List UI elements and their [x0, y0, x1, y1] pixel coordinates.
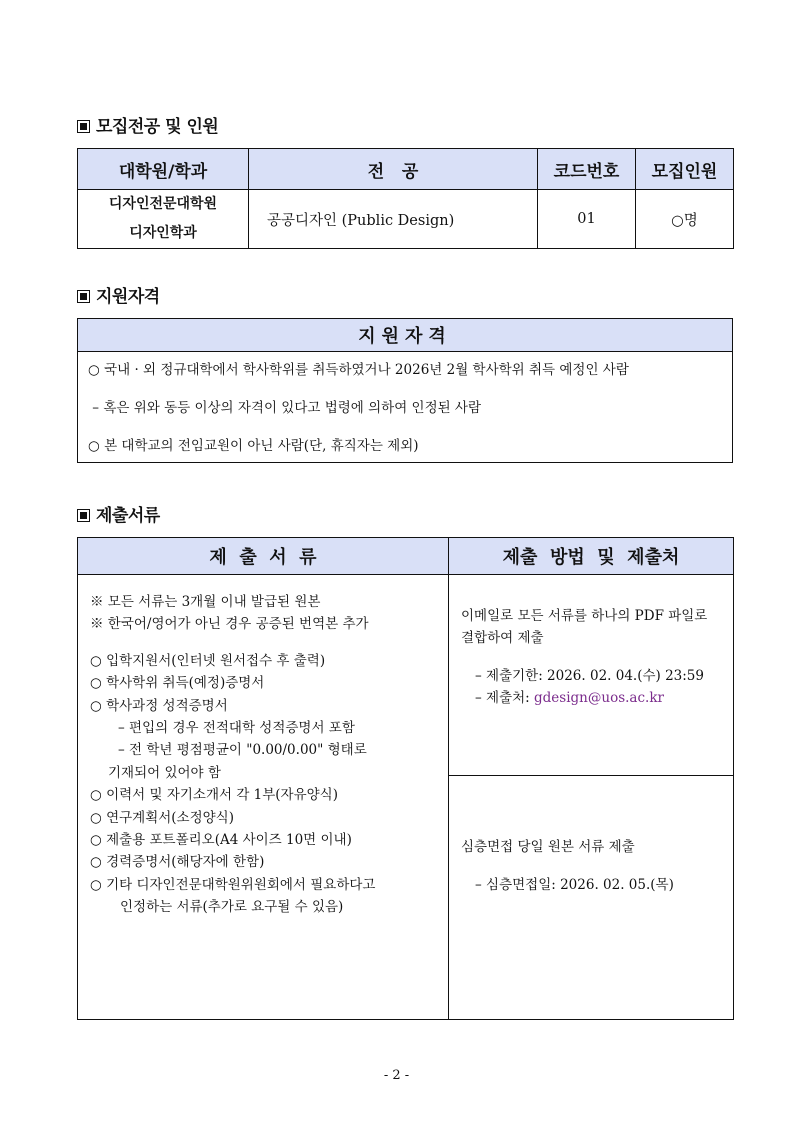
list-item: ○ 제출용 포트폴리오(A4 사이즈 10면 이내): [90, 832, 352, 849]
col-header-quota: 모집인원: [636, 149, 734, 190]
filled-square-icon: [77, 120, 90, 133]
list-subitem: – 편입의 경우 전적대학 성적증명서 포함: [118, 720, 355, 737]
documents-list: [78, 575, 449, 1020]
qualification-table: [77, 318, 733, 463]
section-heading-recruitment: 모집전공 및 인원: [77, 112, 218, 137]
col-header-dept: 대학원/학과: [78, 149, 249, 190]
list-item: ○ 연구계획서(소정양식): [90, 809, 234, 826]
major-cell: 공공디자인 (Public Design): [249, 190, 538, 249]
col-header-major: 전 공: [249, 149, 538, 190]
section-heading-documents: 제출서류: [77, 501, 160, 526]
note-item: ※ 한국어/영어가 아닌 경우 공증된 번역본 추가: [90, 616, 369, 633]
method-interview: 심층면접 당일 원본 서류 제출 – 심층면접일: 2026. 02. 05.(목): [449, 776, 734, 1020]
list-item: ○ 학사학위 취득(예정)증명서: [90, 675, 265, 692]
recruitment-table: [77, 148, 734, 249]
list-subitem: – 전 학년 평점평균이 "0.00/0.00" 형태로: [118, 742, 367, 759]
list-item: ○ 기타 디자인전문대학원위원회에서 필요하다고: [90, 876, 376, 893]
page-number: - 2 -: [383, 1068, 410, 1083]
col-header-code: 코드번호: [538, 149, 636, 190]
filled-square-icon: [77, 290, 90, 303]
dept-cell: 디자인전문대학원 디자인학과: [78, 190, 249, 249]
note-item: ※ 모든 서류는 3개월 이내 발급된 원본: [90, 594, 321, 610]
interview-date-text: – 심층면접일: 2026. 02. 05.(목): [475, 877, 674, 893]
destination-text: – 제출처: gdesign@uos.ac.kr: [475, 690, 664, 706]
quota-cell: ○명: [636, 190, 734, 249]
filled-square-icon: [77, 509, 90, 522]
section-heading-qualification: 지원자격: [77, 282, 160, 307]
col-header-documents: 제 출 서 류: [78, 538, 449, 575]
table-row: [78, 190, 734, 249]
list-item: ○ 경력증명서(해당자에 한함): [90, 854, 265, 871]
qualification-header: 지원자격: [78, 319, 733, 352]
list-subitem-cont: 기재되어 있어야 함: [108, 764, 221, 781]
email-link[interactable]: gdesign@uos.ac.kr: [534, 690, 664, 706]
documents-table: [77, 537, 734, 1020]
list-item-cont: 인정하는 서류(추가로 요구될 수 있음): [120, 899, 344, 916]
list-item: ○ 국내 · 외 정규대학에서 학사학위를 취득하였거나 2026년 2월 학사학위 취득 예정인 사람: [88, 362, 629, 378]
list-item: ○ 학사과정 성적증명서: [90, 697, 228, 714]
list-item: ○ 입학지원서(인터넷 원서접수 후 출력): [90, 652, 326, 669]
list-item: – 혹은 위와 동등 이상의 자격이 있다고 법령에 의하여 인정된 사람: [88, 400, 482, 416]
col-header-method: 제출 방법 및 제출처: [449, 538, 734, 575]
deadline-text: – 제출기한: 2026. 02. 04.(수) 23:59: [475, 668, 704, 684]
list-item: ○ 본 대학교의 전임교원이 아닌 사람(단, 휴직자는 제외): [88, 438, 419, 454]
code-cell: 01: [538, 190, 636, 249]
qualification-content: [78, 352, 733, 463]
list-item: ○ 이력서 및 자기소개서 각 1부(자유양식): [90, 787, 338, 804]
method-email: 이메일로 모든 서류를 하나의 PDF 파일로 결합하여 제출 – 제출기한: 2026. 02. 04.(수) 23:59 – 제출처: gdesign@uos.ac.kr: [449, 575, 734, 776]
